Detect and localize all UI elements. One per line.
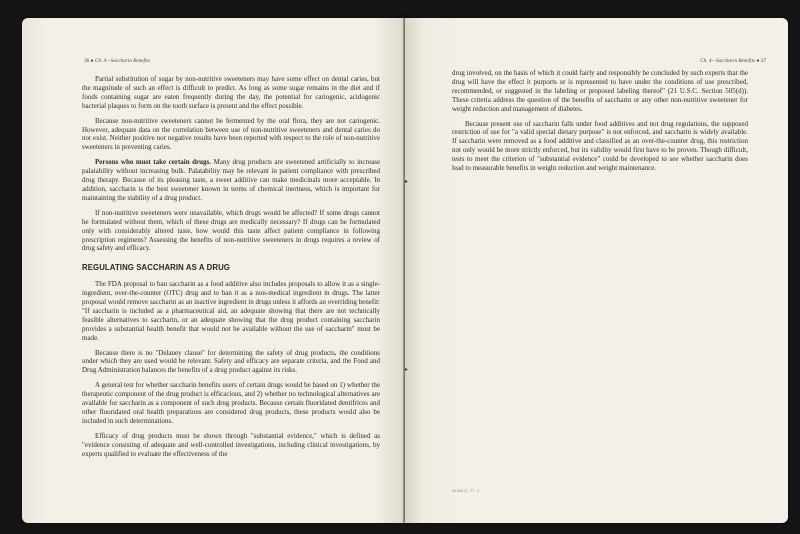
right-running-head: Ch. 4—Saccharin Benefits ● 37 [700,58,766,64]
paragraph: Because present use of saccharin falls under food additives and not drug regulations, the supposed restriction of use for "a valid special dietary purpose" is not enforced, and saccharin is widely available. If saccharin were removed as a food additive and classified as an over-the-counter drug, this restriction not only would be more strictly enforced, but its validity would first have to be proven. Though difficult, tests to meet the criterion of "substantial evidence" could be developed to see whether saccharin does lead to measurable benefits in weight reduction and weight maintenance. [452,119,748,173]
left-page-text [82,75,380,465]
paragraph: A general test for whether saccharin benefits users of certain drugs would be based on 1) whether the therapeutic component of the drug product is efficacious, and 2) whether no technological alternatives are available for saccharin as a component of such drug products. Because certain fluoridated dentifrices and other fluoridated oral health preparations are considered drug products, these products would also be included in such determinations. [82,381,380,425]
book-spread [22,18,788,523]
paragraph: Because there is no "Delaney clause" for determining the safety of drug products, the conditions under which they are used would be relevant. Safety and efficacy are separate criteria, and the Food and Drug Administration balances the benefits of a drug product against its risks. [82,348,380,375]
paragraph [82,158,380,203]
paragraph-lead-in: Persons who must take certain drugs. [95,158,212,167]
paragraph: drug involved, on the basis of which it could fairly and responsibly be concluded by such experts that the drug will have the effect it purports or is represented to have under the conditions of use prescribed, recommended, or suggested in the labeling or proposed labeling thereof" (21 U.S.C. Section 505(d)). These criteria address the question of the benefits of saccharin or any other non-nutritive sweetener for weight reduction and management of diabetes. [452,69,748,113]
paragraph: If non-nutritive sweeteners were unavailable, which drugs would be affected? If some drugs cannot be formulated without them, which of these drugs are medically necessary? If drugs can be formulated only with considerably altered taste, how would this taste affect patient compliance in following prescription regimens? Assessing the benefits of non-nutritive sweeteners in drugs requires a review of drug safety and efficacy. [82,208,380,253]
paragraph: Partial substitution of sugar by non-nutritive sweeteners may have some effect on dental caries, but the magnitude of such an effect is difficult to predict. As long as some sugar remains in the diet and if foods containing sugar are eaten frequently during the day, the potential for cariogenic, acidogenic bacterial plaques to form on the tooth surface is present and the effect possible. [82,75,380,110]
section-heading: REGULATING SACCHARIN AS A DRUG [82,263,230,273]
right-page [405,18,788,523]
paragraph: Because non-nutritive sweeteners cannot be fermented by the oral flora, they are not cariogenic. However, adequate data on the correlation between use of non-nutritive sweeteners and dental caries do not exist. Neither positive nor negative results have been reported with respect to the role of non-nutritive sweeteners in preventing caries. [82,116,380,152]
paragraph: Efficacy of drug products must be shown through "substantial evidence," which is defined as "evidence consisting of adequate and well-controlled investigations, including clinical investigations, by experts qualified to evaluate the effectiveness of the [82,431,380,458]
left-page [22,18,405,523]
binding-mark: ▸ [405,367,409,373]
paragraph: The FDA proposal to ban saccharin as a food additive also includes proposals to allow it as a single-ingredient, over-the-counter (OTC) drug and to ban it as a non-medical ingredient in drugs. The latter proposal would remove saccharin as an inactive ingredient in drugs unless it affords an overriding benefit: "If saccharin is included as a pharmaceutical aid, an adequate showing that there are not technically feasible alternatives to saccharin, or an adequate showing that the drug product containing saccharin provides a substantial health benefit that would not be available without the use of saccharin" must be made. [82,280,380,342]
left-running-head: 36 ● Ch. 4—Saccharin Benefits [84,58,150,64]
right-page-text [452,69,748,179]
binding-mark: ▸ [405,179,409,185]
page-folio: 92-258 O - 77 - 4 [452,489,480,493]
paragraph-body: Many drug products are sweetened artificially to increase palatability without increasing bulk. Palatability may be relevant in patient compliance with prescribed drug therapy. Because of its pleasing taste, a sweet additive can make medicinals more acceptable. In addition, saccharin is the best sweetener known in terms of chemical inertness, which is important for maintaining the stability of a drug product. [82,158,381,202]
